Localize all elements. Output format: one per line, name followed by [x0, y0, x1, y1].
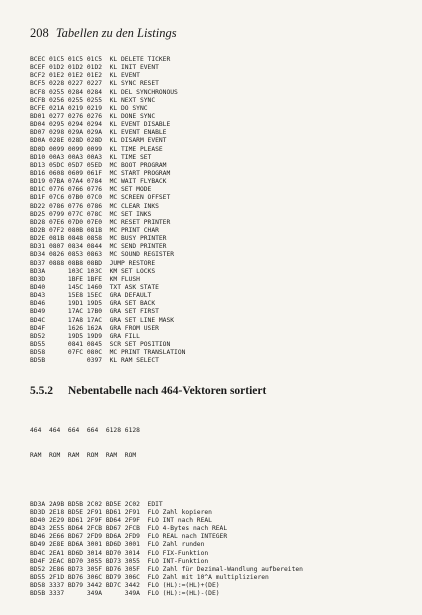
table-row: BCEF 01D2 01D2 01D2 KL INIT EVENT [30, 64, 159, 72]
table-row: BD5B 0397 KL RAM SELECT [30, 357, 159, 365]
table-row: BD19 07BA 07A4 0784 MC WAIT FLYBACK [30, 178, 167, 186]
table-row: BD22 0786 0776 0786 MC CLEAR INKS [30, 202, 159, 210]
page-header [30, 26, 392, 41]
table-row: BD28 07E6 07D0 07E0 MC RESET PRINTER [30, 218, 171, 226]
table-row: BD4C 2EA1 BD6D 3014 BD70 3014 FLO FIX-Funktion [30, 549, 209, 557]
table-row: BD43 2E55 BD64 2FCB BD67 2FCB FLO 4-Bytes nach REAL [30, 525, 228, 533]
side-table [30, 411, 303, 615]
table-row: BCF8 0255 0284 0284 KL DEL SYNCHRONOUS [30, 88, 178, 96]
section-number: 5.5.2 [30, 385, 53, 397]
table-row: BD43 15E8 15EC GRA DEFAULT [30, 292, 152, 300]
table-row: BD37 0888 08B8 08BD JUMP RESTORE [30, 259, 156, 267]
table-row: BD46 2E66 BD67 2FD9 BD6A 2FD9 FLO REAL nach INTEGER [30, 533, 228, 541]
table-row: BD13 05DC 05D7 05ED MC BOOT PROGRAM [30, 161, 167, 169]
table-row: BD5B 3337 349A 349A FLO (HL):=(HL)-(DE) [30, 590, 220, 598]
table-row: BD31 0807 0834 0844 MC SEND PRINTER [30, 243, 167, 251]
table-row: BD46 19D1 19D5 GRA SET BACK [30, 300, 156, 308]
table-row: BD1C 0776 0766 0776 MC SET MODE [30, 186, 152, 194]
table-row: BD55 2F1D BD76 306C BD79 306C FLO Zahl mit 10^A multiplizieren [30, 573, 269, 581]
table-row: BD0A 028E 028D 028D KL DISARM EVENT [30, 137, 167, 145]
table-row: BD3A 2A9B BD5B 2C02 BD5E 2C02 EDIT [30, 500, 163, 508]
table-row: BD2B 07F2 080B 081B MC PRINT CHAR [30, 226, 159, 234]
table-row: BD3A 103C 103C KM SET LOCKS [30, 267, 156, 275]
table-row: BD04 0295 0294 0294 KL EVENT DISABLE [30, 121, 171, 129]
vector-table [30, 56, 185, 365]
table-row: BD58 3337 BD79 3442 BD7C 3442 FLO (HL):=(HL)+(DE) [30, 582, 220, 590]
table-row: BD0D 0099 0099 0099 KL TIME PLEASE [30, 145, 163, 153]
table-row: BD4C 17A8 17AC GRA SET LINE MASK [30, 316, 175, 324]
table-row: BD58 07FC 080C MC PRINT TRANSLATION [30, 349, 186, 357]
table-row: BD40 145C 1460 TXT ASK STATE [30, 283, 159, 291]
table-row: BD25 0799 077C 078C MC SET INKS [30, 210, 152, 218]
table-row: BD34 0826 0853 0863 MC SOUND REGISTER [30, 251, 175, 259]
table-row: BD4F 2EAC BD70 3055 BD73 3055 FLO INT-Funktion [30, 557, 209, 565]
table-row: BD01 0277 0276 0276 KL DONE SYNC [30, 112, 156, 120]
table-row: BD2E 081B 0848 0858 MC BUSY PRINTER [30, 235, 167, 243]
running-title: Tabellen zu den Listings [55, 26, 177, 40]
table-row: BD3D 2E18 BD5E 2F91 BD61 2F91 FLO Zahl kopieren [30, 508, 212, 516]
table-header-row: RAM ROM RAM ROM RAM ROM [30, 451, 137, 459]
table-row: BD07 0298 029A 029A KL EVENT ENABLE [30, 129, 167, 137]
side-table-body [30, 501, 303, 599]
table-row: BD16 0608 0609 061F MC START PROGRAM [30, 169, 171, 177]
table-row: BD55 0841 0845 SCR SET POSITION [30, 340, 171, 348]
table-header-row: 464 464 664 664 6128 6128 [30, 427, 140, 435]
table-row: BD52 19D5 19D9 GRA FILL [30, 332, 140, 340]
table-row: BD4F 1626 162A GRA FROM USER [30, 324, 159, 332]
table-row: BD1F 07C6 07B0 07C0 MC SCREEN OFFSET [30, 194, 171, 202]
section-heading [30, 385, 266, 397]
table-row: BCFE 021A 0219 0219 KL DO SYNC [30, 104, 148, 112]
page-number: 208 [30, 26, 49, 40]
table-row: BD49 17AC 17B0 GRA SET FIRST [30, 308, 159, 316]
table-row: BD40 2E29 BD61 2F9F BD64 2F9F FLO INT nach REAL [30, 516, 212, 524]
table-row: BCF5 0228 0227 0227 KL SYNC RESET [30, 80, 159, 88]
table-row: BCF2 01E2 01E2 01E2 KL EVENT [30, 72, 140, 80]
table-row: BD3D 1BFE 1BFE KM FLUSH [30, 275, 140, 283]
table-row: BD52 2E86 BD73 305F BD76 305F FLO Zahl für Dezimal-Wandlung aufbereiten [30, 565, 303, 573]
table-row: BD10 00A3 00A3 00A3 KL TIME SET [30, 153, 152, 161]
table-row: BCFB 0256 0255 0255 KL NEXT SYNC [30, 96, 156, 104]
table-spacer [30, 476, 303, 484]
section-title: Nebentabelle nach 464-Vektoren sortiert [68, 385, 267, 397]
table-row: BD49 2E8E BD6A 3001 BD6D 3001 FLO Zahl runden [30, 541, 205, 549]
table-row: BCEC 01C5 01C5 01C5 KL DELETE TICKER [30, 56, 171, 63]
